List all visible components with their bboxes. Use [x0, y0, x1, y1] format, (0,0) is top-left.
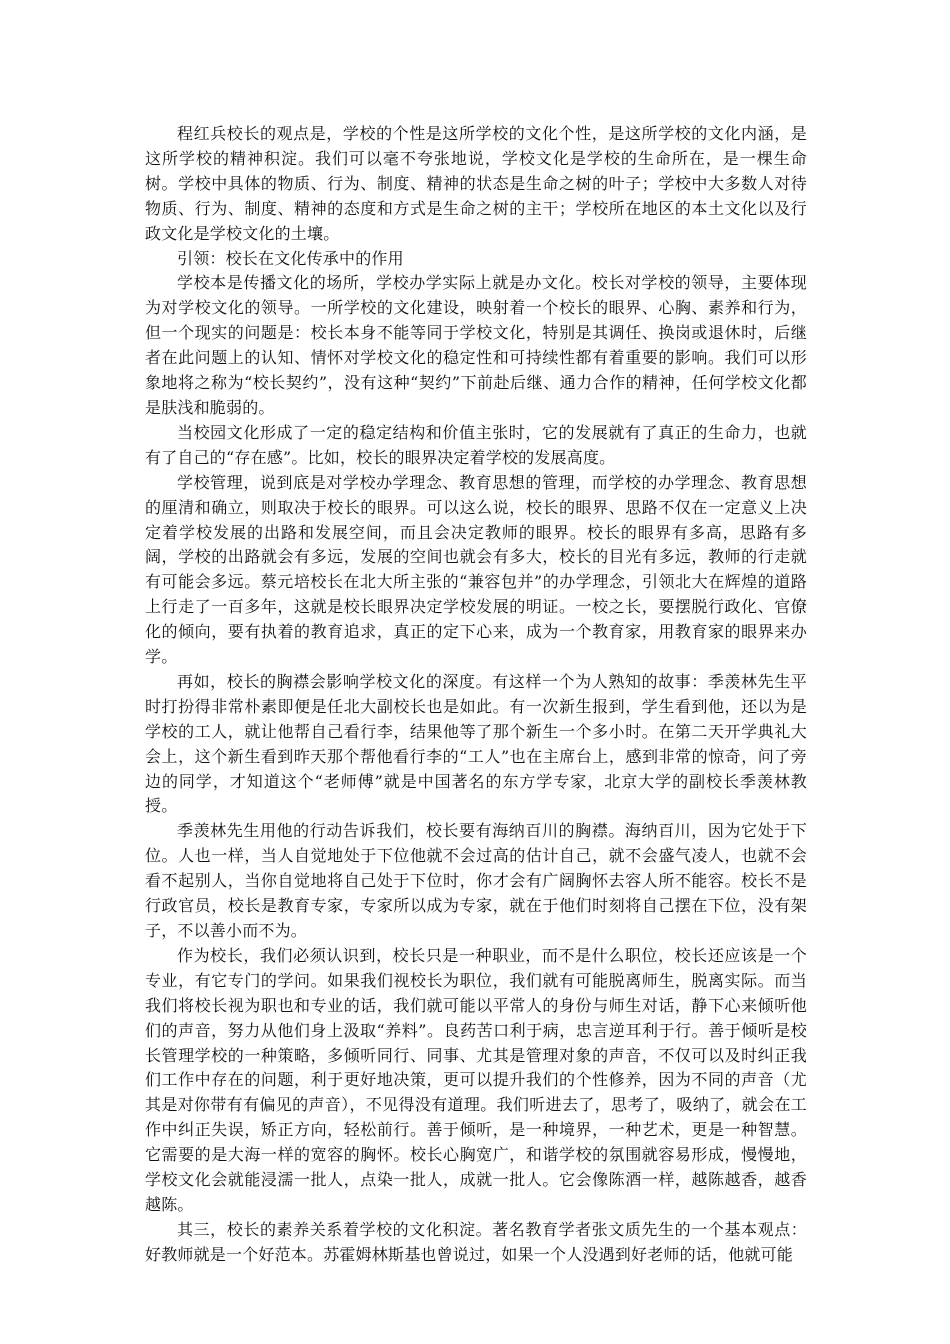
- paragraph-principal-quality: 其三，校长的素养关系着学校的文化积淀。著名教育学者张文质先生的一个基本观点：好教师就是一个好范本。苏霍姆林斯基也曾说过，如果一个人没遇到好老师的话，他就可能: [145, 1219, 807, 1264]
- document-body: [145, 122, 807, 1268]
- paragraph-principal-vision: 学校管理，说到底是对学校办学理念、教育思想的管理，而学校的办学理念、教育思想的厘清和确立，则取决于校长的眼界。可以这么说，校长的眼界、思路不仅在一定意义上决定着学校发展的出路和发展空间，而且会决定教师的眼界。校长的眼界有多高，思路有多阔，学校的出路就会有多远，发展的空间也就会有多大，校长的目光有多远，教师的行走就有可能会多远。蔡元培校长在北大所主张的“兼容包并”的办学理念，引领北大在辉煌的道路上行走了一百多年，这就是校长眼界决定学校发展的明证。一校之长，要摆脱行政化、官僚化的倾向，要有执着的教育追求，真正的定下心来，成为一个教育家，用教育家的眼界来办学。: [145, 472, 807, 667]
- paragraph-ji-xianlin-story: 再如，校长的胸襟会影响学校文化的深度。有这样一个为人熟知的故事：季羡林先生平时打扮得非常朴素即便是任北大副校长也是如此。有一次新生报到，学生看到他，还以为是学校的工人，就让他帮自己看行李，结果他等了那个新生一个多小时。在第二天开学典礼大会上，这个新生看到昨天那个帮他看行李的“工人”也在主席台上，感到非常的惊奇，问了旁边的同学，才知道这个“老师傅”就是中国著名的东方学专家，北京大学的副校长季羡林教授。: [145, 671, 807, 816]
- paragraph-principal-contract: 学校本是传播文化的场所，学校办学实际上就是办文化。校长对学校的领导，主要体现为对学校文化的领导。一所学校的文化建设，映射着一个校长的眼界、心胸、素养和行为，但一个现实的问题是：校长本身不能等同于学校文化，特别是其调任、换岗或退休时，后继者在此问题上的认知、情怀对学校文化的稳定性和可持续性都有着重要的影响。我们可以形象地将之称为“校长契约”，没有这种“契约”下前赴后继、通力合作的精神，任何学校文化都是肤浅和脆弱的。: [145, 273, 807, 417]
- paragraph-listening: 作为校长，我们必须认识到，校长只是一种职业，而不是什么职位，校长还应该是一个专业，有它专门的学问。如果我们视校长为职位，我们就有可能脱离师生，脱离实际。而当我们将校长视为职也和专业的话，我们就可能以平常人的身份与师生对话，静下心来倾听他们的声音，努力从他们身上汲取“养料”。良药苦口利于病，忠言逆耳利于行。善于倾听是校长管理学校的一种策略，多倾听同行、同事、尤其是管理对象的声音，不仅可以及时纠正我们工作中存在的问题，利于更好地决策，更可以提升我们的个性修养，因为不同的声音（尤其是对你带有有偏见的声音），不见得没有道理。我们听进去了，思考了，吸纳了，就会在工作中纠正失误，矫正方向，轻松前行。善于倾听，是一种境界，一种艺术，更是一种智慧。它需要的是大海一样的宽容的胸怀。校长心胸宽广，和谐学校的氛围就容易形成，慢慢地，学校文化会就能浸濡一批人，点染一批人，成就一批人。它会像陈酒一样，越陈越香，越香越陈。: [145, 945, 807, 1214]
- section-heading-leadership: 引领：校长在文化传承中的作用: [177, 248, 404, 268]
- paragraph-school-culture-tree: 程红兵校长的观点是，学校的个性是这所学校的文化个性，是这所学校的文化内涵，是这所学校的精神积淀。我们可以毫不夸张地说，学校文化是学校的生命所在，是一棵生命树。学校中具体的物质、行为、制度、精神的状态是生命之树的叶子；学校中大多数人对待物质、行为、制度、精神的态度和方式是生命之树的主干；学校所在地区的本土文化以及行政文化是学校文化的土壤。: [145, 124, 807, 243]
- paragraph-sense-of-existence: 当校园文化形成了一定的稳定结构和价值主张时，它的发展就有了真正的生命力，也就有了自己的“存在感”。比如，校长的眼界决定着学校的发展高度。: [145, 422, 807, 467]
- paragraph-broad-mind: 季羡林先生用他的行动告诉我们，校长要有海纳百川的胸襟。海纳百川，因为它处于下位。人也一样，当人自觉地处于下位他就不会过高的估计自己，就不会盛气凌人，也就不会看不起别人，当你自觉地将自己处于下位时，你才会有广阔胸怀去容人所不能容。校长不是行政官员，校长是教育专家，专家所以成为专家，就在于他们时刻将自己摆在下位，没有架子，不以善小而不为。: [145, 821, 807, 940]
